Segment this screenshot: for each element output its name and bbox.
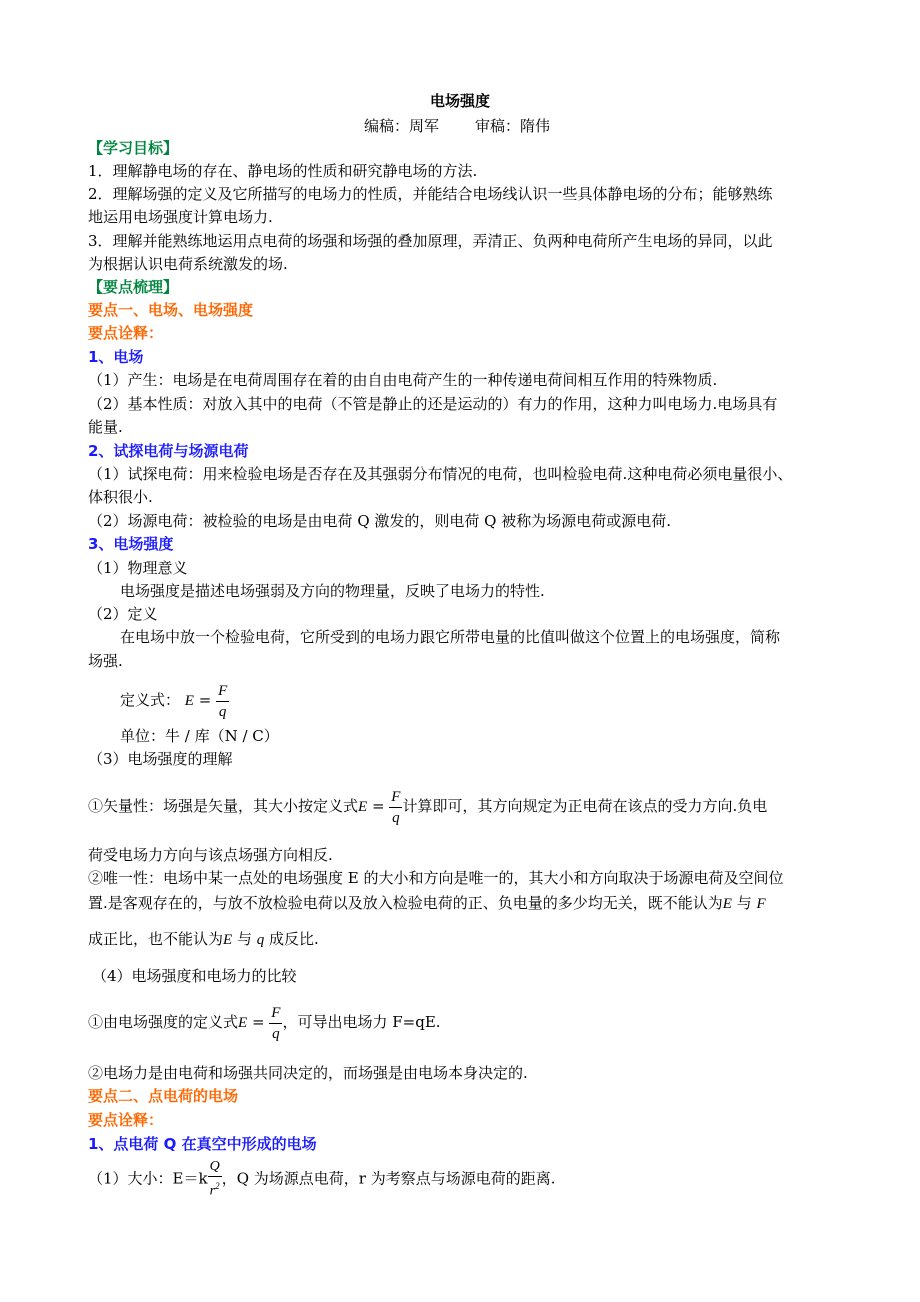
vector-line: ①矢量性：场强是矢量，其大小按定义式E = $\frac{F}{q}$ 计算即可，其方向规定为正电荷在该点的受力方向.负电 (88, 786, 767, 828)
section1-heading: 1、电场 (88, 348, 144, 366)
definition-formula-row (120, 680, 229, 722)
point2-heading: 要点二、点电荷的电场 (88, 1087, 239, 1105)
inline-formula: E = $\frac{F}{q}$ (238, 1004, 281, 1042)
section2-line: （2）场源电荷：被检验的电场是由电荷 Q 激发的，则电荷 Q 被称为场源电荷或源电荷. (88, 512, 671, 530)
byline (364, 115, 550, 137)
point1-explain-label: 要点诠释： (88, 324, 164, 342)
objective-line: 为根据认识电荷系统激发的场. (88, 255, 288, 273)
objective-line: 2．理解场强的定义及它所描写的电场力的性质，并能结合电场线认识一些具体静电场的分布；能够熟练 (88, 185, 773, 203)
objective-line: 1．理解静电场的存在、静电场的性质和研究静电场的方法. (88, 162, 478, 180)
point1-heading: 要点一、电场、电场强度 (88, 301, 254, 319)
meaning-label: （1）物理意义 (88, 559, 188, 577)
objective-line: 地运用电场强度计算电场力. (88, 208, 273, 226)
section1-line: 能量. (88, 418, 123, 436)
fraction: $\frac{F}{q}$ (391, 788, 401, 826)
summary-heading: 【要点梳理】 (88, 278, 179, 296)
magnitude-line: （1）大小：E＝k $\frac{Q}{r^2}$ ，Q 为场源点电荷，r 为考察点与场源电荷的距离. (88, 1159, 556, 1199)
fraction: $\frac{Q}{r^2}$ (209, 1159, 220, 1199)
meaning-text: 电场强度是描述电场强弱及方向的物理量，反映了电场力的特性. (120, 582, 545, 600)
section3-heading: 3、电场强度 (88, 535, 174, 553)
objective-line: 3．理解并能熟练地运用点电荷的场强和场强的叠加原理，弄清正、负两种电荷所产生电场的异同，以此 (88, 232, 773, 250)
fraction: $\frac{F}{q}$ (271, 1004, 281, 1042)
unique-line-2: 置.是客观存在的，与放不放检验电荷以及放入检验电荷的正、负电量的多少均无关，既不能认为E 与 F (88, 894, 766, 912)
section1-line: （2）基本性质：对放入其中的电荷（不管是静止的还是运动的）有力的作用，这种力叫电场力.电场具有 (88, 395, 778, 413)
section2-line: （1）试探电荷：用来检验电场是否存在及其强弱分布情况的电荷，也叫检验电荷.这种电荷必须电量很小、 (88, 465, 793, 483)
section2-line: 体积很小. (88, 488, 153, 506)
fraction: $\frac{F}{q}$ (218, 682, 228, 720)
definition-formula: E = $\frac{F}{q}$ (184, 682, 228, 720)
unique-line-1: ②唯一性：电场中某一点处的电场强度 E 的大小和方向是唯一的，其大小和方向取决于场源电荷及空间位 (88, 869, 784, 887)
reviewer-credit: 审稿：隋伟 (475, 117, 551, 135)
definition-label: （2）定义 (88, 605, 158, 623)
page-title: 电场强度 (429, 92, 490, 110)
comparison-line-1: ①由电场强度的定义式E = $\frac{F}{q}$ ，可导出电场力 F=qE. (88, 1002, 441, 1044)
comparison-label: （4）电场强度和电场力的比较 (92, 967, 297, 985)
editor-credit: 编稿：周军 (364, 117, 440, 135)
vector-line-2: 荷受电场力方向与该点场强方向相反. (88, 846, 333, 864)
unit-line: 单位：牛 / 库（N / C） (120, 727, 279, 745)
section1-line: （1）产生：电场是在电荷周围存在着的由自由电荷产生的一种传递电荷间相互作用的特殊物质. (88, 371, 718, 389)
unique-line-3: 成正比，也不能认为E 与 q 成反比. (88, 930, 319, 948)
section2-heading: 2、试探电荷与场源电荷 (88, 442, 249, 460)
point2-explain-label: 要点诠释： (88, 1111, 164, 1129)
understanding-label: （3）电场强度的理解 (88, 750, 233, 768)
point2-section1-heading: 1、点电荷 Q 在真空中形成的电场 (88, 1135, 317, 1153)
definition-formula-label: 定义式： (120, 691, 181, 709)
comparison-line-2: ②电场力是由电荷和场强共同决定的，而场强是由电场本身决定的. (88, 1064, 528, 1082)
definition-text: 场强. (88, 652, 123, 670)
inline-formula: E = $\frac{F}{q}$ (358, 788, 401, 826)
definition-text: 在电场中放一个检验电荷，它所受到的电场力跟它所带电量的比值叫做这个位置上的电场强度，简称 (120, 628, 781, 646)
objectives-heading: 【学习目标】 (88, 139, 179, 157)
